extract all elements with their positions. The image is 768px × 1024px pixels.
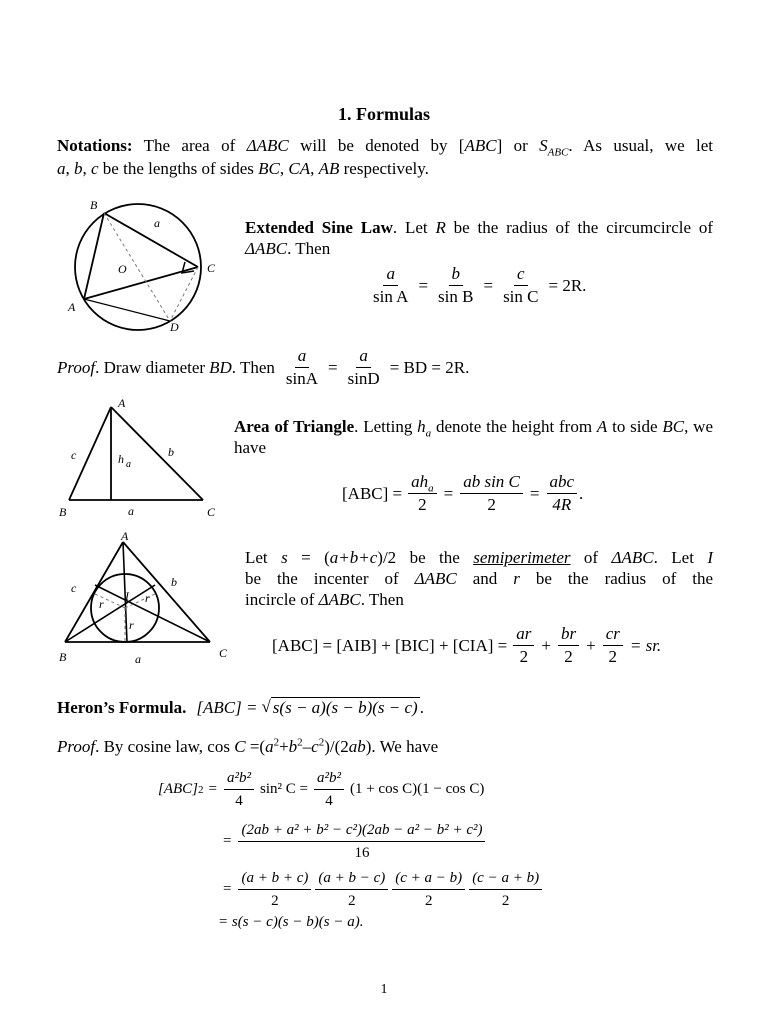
heron-line — [57, 697, 424, 718]
label-r2: r — [145, 591, 150, 605]
proof2-line — [57, 736, 438, 757]
text: . Let — [392, 218, 436, 237]
fraction — [558, 624, 579, 667]
text: 2 — [608, 647, 618, 666]
text: ). We have — [365, 737, 439, 756]
side-c — [84, 213, 104, 299]
text: . — [419, 697, 424, 717]
text: ΔABC — [245, 239, 288, 258]
text: incircle of — [245, 590, 319, 609]
text: A — [596, 417, 608, 436]
text: respectively. — [339, 159, 429, 178]
fraction — [513, 624, 534, 667]
page-number: 1 — [380, 982, 388, 997]
text: [ABC] = — [342, 483, 403, 503]
text: be the lengths of sides — [98, 159, 259, 178]
text: 4 — [325, 793, 333, 809]
text: 4R — [552, 495, 572, 514]
label-b: B — [90, 198, 98, 212]
text: a²b² — [314, 768, 344, 790]
text: a — [356, 346, 371, 368]
text: (c + a − b) — [392, 868, 465, 890]
fraction — [315, 868, 388, 911]
text: be the radius of the circumcircle of — [445, 218, 714, 237]
text: to side — [607, 417, 663, 436]
diameter-bd — [104, 213, 170, 321]
text: ΔABC — [318, 590, 361, 609]
bisector-b — [65, 585, 155, 642]
text: BC — [258, 159, 280, 178]
text: a+b+c — [329, 548, 378, 567]
label-a-vertex: A — [68, 300, 76, 314]
chord-ad — [84, 299, 170, 321]
text: = — [223, 881, 232, 897]
text: . As usual, we let — [568, 136, 714, 155]
text: ABC — [547, 146, 569, 159]
sine-law-title: Extended Sine Law — [245, 218, 393, 237]
text: . Then — [360, 590, 404, 609]
text: = — [208, 781, 217, 797]
text: 4 — [235, 793, 243, 809]
label-c: c — [71, 448, 77, 462]
label-c-vertex: C — [219, 646, 228, 660]
text: . Let — [653, 548, 708, 567]
text: 2 — [519, 647, 529, 666]
sine-law-paragraph — [245, 217, 713, 259]
side-b — [84, 267, 198, 299]
fraction — [408, 472, 437, 515]
derivation-line-3 — [218, 868, 544, 911]
text: 2 — [564, 647, 573, 666]
text: s(s − a)(s − b)(s − c) — [272, 698, 418, 717]
text: be the incenter of — [245, 569, 415, 588]
fraction — [469, 868, 542, 911]
text: CA — [288, 159, 311, 178]
text: =( — [245, 737, 266, 756]
text: and — [456, 569, 514, 588]
label-a: a — [128, 504, 134, 518]
height-figure — [55, 395, 225, 520]
text: (a + b + c) — [238, 868, 311, 890]
circumcircle-figure — [60, 195, 230, 335]
text: ab — [348, 737, 366, 756]
text: ΔABC — [611, 548, 654, 567]
text: = sr. — [629, 635, 662, 655]
sine-law-formula — [368, 264, 591, 307]
text: (a + b − c) — [315, 868, 388, 890]
text: 2 — [348, 893, 356, 909]
fraction — [500, 264, 541, 307]
notations-paragraph — [57, 135, 713, 179]
text: (1 + cos C)(1 − cos C) — [349, 781, 485, 797]
text: (2ab + a² + b² − c²)(2ab − a² − b² + c²) — [238, 820, 485, 842]
notations-label: Notations: — [57, 136, 133, 155]
derivation-line-4: = s(s − c)(s − b)(s − a). — [218, 914, 364, 930]
square-root — [261, 697, 419, 718]
label-c-vertex: C — [207, 505, 216, 519]
side-b — [111, 407, 203, 500]
chord-cd — [170, 267, 198, 321]
fraction — [370, 264, 411, 307]
text: c — [514, 264, 528, 286]
text: )/2 be the — [377, 548, 474, 567]
text: c — [311, 737, 319, 756]
text: a — [428, 482, 434, 495]
label-a-vertex: A — [121, 529, 129, 543]
label-ha-sub: a — [126, 459, 131, 470]
fraction — [224, 768, 254, 811]
text: 2 — [318, 736, 325, 749]
text: will be denoted by [ — [288, 136, 465, 155]
text: a — [295, 346, 310, 368]
text: a — [383, 264, 398, 286]
text: . Letting — [354, 417, 418, 436]
fraction — [603, 624, 623, 667]
text: 2 — [418, 495, 427, 514]
fraction — [238, 868, 311, 911]
text: = — [483, 275, 494, 295]
text: r — [513, 569, 520, 588]
text: 2 — [501, 893, 510, 909]
text: – — [302, 737, 312, 756]
text: , — [65, 159, 74, 178]
proof-label: Proof — [57, 737, 96, 756]
text: a — [57, 159, 66, 178]
text: BC — [662, 417, 685, 436]
text: ABC — [464, 136, 497, 155]
text: be the radius of the — [519, 569, 714, 588]
text: b — [449, 264, 464, 286]
side-a — [104, 213, 198, 267]
text: sin C — [503, 287, 539, 306]
fraction — [314, 768, 344, 811]
text: c — [91, 159, 99, 178]
text: b — [288, 737, 298, 756]
text: I — [707, 548, 714, 567]
text: = — [418, 275, 429, 295]
text: denote the height from — [431, 417, 597, 436]
incircle-paragraph — [245, 547, 713, 610]
text: of — [570, 548, 612, 567]
text: 2 — [424, 893, 433, 909]
text: , we have — [234, 417, 714, 457]
area-title: Area of Triangle — [234, 417, 355, 436]
text: [ABC] — [158, 781, 199, 797]
text: br — [558, 624, 579, 646]
fraction — [435, 264, 476, 307]
text: . Then — [231, 357, 275, 377]
text: h — [417, 417, 426, 436]
label-d: D — [170, 320, 179, 334]
text: sin B — [438, 287, 474, 306]
text: [ABC] = — [196, 697, 258, 717]
label-c: C — [207, 261, 216, 275]
text: s — [281, 548, 288, 567]
text: S — [539, 136, 548, 155]
bisector-c — [95, 585, 210, 642]
text: , — [310, 159, 319, 178]
text: )/(2 — [324, 737, 349, 756]
text: . — [579, 483, 584, 503]
text: ar — [513, 624, 534, 646]
text: R — [435, 218, 446, 237]
text: . Draw diameter — [95, 357, 206, 377]
fraction — [460, 472, 523, 515]
text: = BD = 2R. — [389, 357, 470, 377]
section-title: 1. Formulas — [338, 104, 430, 124]
fraction — [345, 346, 383, 389]
text: sinA — [285, 369, 318, 388]
text: cr — [603, 624, 623, 646]
area-formula: [ABC] = $\frac{ah_a}{2}$ = $\frac{\text{ab sin C}}{2}$ = $\frac{\text{abc}}{4R}$ . — [342, 472, 584, 514]
text: 2 — [297, 736, 303, 749]
label-o: O — [118, 262, 127, 276]
text: ] or — [496, 136, 540, 155]
label-b: b — [168, 445, 174, 459]
label-a: a — [135, 652, 141, 666]
text: a²b² — [224, 768, 254, 790]
fraction — [392, 868, 465, 911]
text: [ABC] = [AIB] + [BIC] + [CIA] = — [272, 635, 508, 655]
label-b-vertex: B — [59, 650, 67, 664]
text: a — [265, 737, 274, 756]
fraction — [238, 820, 485, 863]
text: ΔABC — [246, 136, 289, 155]
text: , — [279, 159, 289, 178]
text: ab sin C — [460, 472, 523, 494]
label-c: c — [71, 581, 77, 595]
label-a: a — [154, 216, 160, 230]
text: 2 — [271, 893, 279, 909]
proof1-line: Proof . Draw diameter BD . Then $\frac{a}{\sin A}$ = $\frac{a}{\sin D}$ = BD = 2R. — [57, 346, 470, 388]
text: a — [425, 427, 432, 440]
text: = ( — [287, 548, 330, 567]
text: sinD — [347, 369, 380, 388]
text: + — [279, 737, 289, 756]
side-b — [123, 542, 210, 642]
text: . Then — [287, 239, 331, 258]
fraction — [547, 472, 578, 515]
text: 2 — [487, 495, 496, 514]
text: , — [82, 159, 91, 178]
incircle-figure — [55, 528, 235, 668]
label-i: I — [125, 589, 129, 603]
text: = 2R. — [548, 275, 587, 295]
label-h: h — [118, 452, 124, 466]
text: abc — [547, 472, 578, 494]
text: ah — [411, 472, 429, 491]
radical-sign-icon: √ — [261, 697, 271, 716]
text: C — [234, 737, 246, 756]
label-a-vertex: A — [118, 396, 126, 410]
text: 16 — [354, 845, 370, 861]
label-r1: r — [99, 597, 104, 611]
circumcircle — [75, 204, 201, 330]
label-b: b — [171, 575, 177, 589]
text: ΔABC — [414, 569, 457, 588]
incircle-formula: [ABC] = [AIB] + [BIC] + [CIA] = $\frac{ar}{2}$ + $\frac{br}{2}$ + $\frac{cr}{2}$ = sr. — [272, 624, 662, 666]
text: 2 — [273, 736, 280, 749]
text: sin² C = — [259, 781, 308, 797]
derivation-line-2 — [218, 820, 487, 863]
text: . — [182, 697, 187, 717]
text: BD — [209, 357, 232, 377]
proof-label: Proof — [57, 357, 96, 377]
text: sin A — [373, 287, 409, 306]
area-paragraph — [234, 416, 713, 458]
text: = — [223, 833, 232, 849]
label-b-vertex: B — [59, 505, 67, 519]
heron-title: Heron’s Formula — [57, 697, 183, 717]
text: Let — [245, 548, 282, 567]
text: . By cosine law, cos — [95, 737, 235, 756]
text: (c − a + b) — [469, 868, 542, 890]
text: The area of — [143, 136, 247, 155]
semiperimeter-term: semiperimeter — [473, 548, 571, 567]
text: b — [74, 159, 83, 178]
derivation-line-1: [ABC] 2 = $\frac{\text{a²b²}}{4}$ sin² C = $\frac{\text{a²b²}}{4}$ (1 + cos C)(1 − cos C) — [158, 770, 485, 809]
fraction — [283, 346, 321, 389]
text: AB — [318, 159, 340, 178]
label-r3: r — [129, 618, 134, 632]
